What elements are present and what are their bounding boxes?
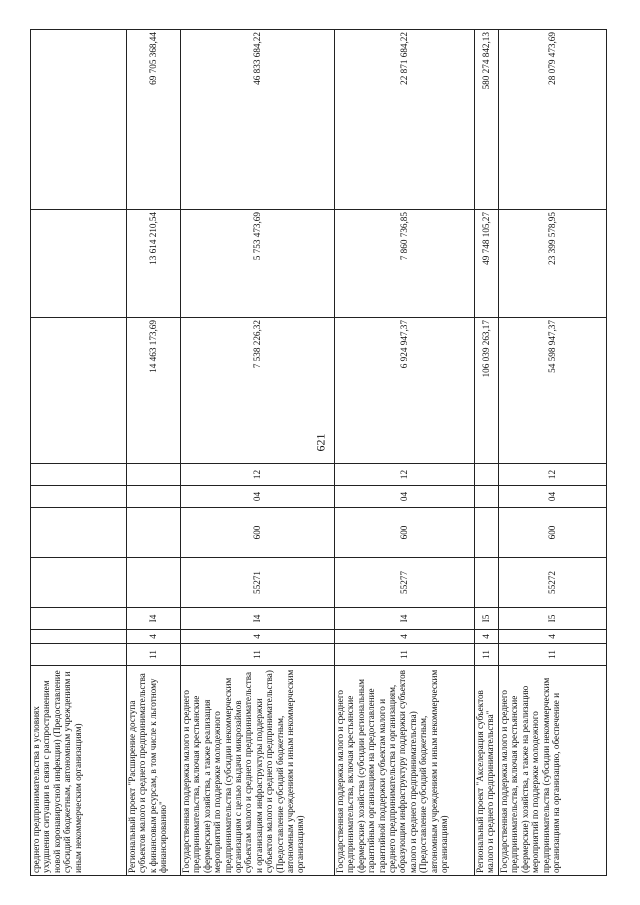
cell-c4: 55277: [335, 558, 475, 608]
cell-c2: 4: [181, 630, 335, 644]
cell-name: Государственная поддержка малого и среднего предпринимательства, включая крестьянские (фермерские) хозяйства, а также на реализацию мероприятий по поддержке молодежного предпринимательства (субсидии некоммерческим организациям на организацию, обеспечение и: [499, 666, 607, 876]
cell-c6: [475, 486, 499, 508]
cell-v3: 46 833 684,22: [181, 30, 335, 210]
cell-v2: [31, 210, 127, 318]
cell-c5: [127, 508, 181, 558]
cell-c5: 600: [335, 508, 475, 558]
cell-c3: I5: [475, 608, 499, 630]
table-row: [127, 30, 181, 876]
cell-c2: 4: [475, 630, 499, 644]
table-row: [499, 30, 607, 876]
cell-c2: 4: [127, 630, 181, 644]
cell-c7: 12: [181, 464, 335, 486]
cell-c6: [31, 486, 127, 508]
cell-v2: 13 614 210,54: [127, 210, 181, 318]
table-row: [475, 30, 499, 876]
cell-c7: [475, 464, 499, 486]
cell-c4: [31, 558, 127, 608]
cell-c1: 11: [181, 644, 335, 666]
cell-name: Государственная поддержка малого и среднего предпринимательства, включая крестьянские (фермерские) хозяйства (субсидии региональным гарантийным организациям на предоставление гарантийной поддержки субъектам малого и среднего предпринимательства и организациям, образующим инфраструктуру поддержки субъектов малого и среднего предпринимательства) (Предоставление субсидий бюджетным, автономным учреждениям и иным некоммерческим организациям): [335, 666, 475, 876]
cell-c4: 55272: [499, 558, 607, 608]
cell-v1: 14 463 173,69: [127, 318, 181, 464]
budget-table-rotated: [30, 30, 560, 876]
cell-v2: 7 860 736,85: [335, 210, 475, 318]
cell-c1: [31, 644, 127, 666]
cell-c5: [475, 508, 499, 558]
cell-c1: 11: [499, 644, 607, 666]
cell-name: Государственная поддержка малого и среднего предпринимательства, включая крестьянские (фермерские) хозяйства, а также реализация мероприятий по поддержке молодежного предпринимательства (субсидии некоммерческим организациям с целью выдачи микрозаймов субъектам малого и среднего предпринимательства и организациям инфраструктуры поддержки субъектов малого и среднего предпринимательства) (Предоставление субсидий бюджетным, автономным учреждениям и иным некоммерческим организациям): [181, 666, 335, 876]
cell-c6: 04: [181, 486, 335, 508]
cell-v1: 106 039 263,17: [475, 318, 499, 464]
cell-v3: [31, 30, 127, 210]
cell-v1: 54 598 947,37: [499, 318, 607, 464]
cell-c2: 4: [499, 630, 607, 644]
cell-c1: 11: [475, 644, 499, 666]
cell-v2: 23 399 578,95: [499, 210, 607, 318]
cell-c3: I4: [181, 608, 335, 630]
cell-v3: 69 705 368,44: [127, 30, 181, 210]
cell-c3: I4: [127, 608, 181, 630]
cell-v2: 49 748 105,27: [475, 210, 499, 318]
cell-c3: I5: [499, 608, 607, 630]
cell-c7: 12: [499, 464, 607, 486]
cell-v3: 28 079 473,69: [499, 30, 607, 210]
cell-c5: [31, 508, 127, 558]
cell-c6: 04: [499, 486, 607, 508]
cell-c7: 12: [335, 464, 475, 486]
budget-table-frame: [30, 30, 560, 876]
cell-c3: I4: [335, 608, 475, 630]
table-row: [335, 30, 475, 876]
cell-c7: [127, 464, 181, 486]
cell-v1: 7 538 226,32: [181, 318, 335, 464]
cell-c1: 11: [335, 644, 475, 666]
cell-v1: [31, 318, 127, 464]
cell-c4: 55271: [181, 558, 335, 608]
cell-name: среднего предпринимательства в условиях ухудшения ситуации в связи с распространением новой коронавирусной инфекции) (Предоставление субсидий бюджетным, автономным учреждениям и иным некоммерческим организациям): [31, 666, 127, 876]
cell-v1: 6 924 947,37: [335, 318, 475, 464]
cell-c6: 04: [335, 486, 475, 508]
cell-c7: [31, 464, 127, 486]
cell-name: Региональный проект "Акселерация субъектов малого и среднего предпринимательства": [475, 666, 499, 876]
table-row: [181, 30, 335, 876]
table-body: [31, 30, 607, 876]
cell-c5: 600: [499, 508, 607, 558]
cell-c5: 600: [181, 508, 335, 558]
cell-c1: 11: [127, 644, 181, 666]
cell-c6: [127, 486, 181, 508]
cell-c4: [127, 558, 181, 608]
cell-c3: [31, 608, 127, 630]
cell-c2: 4: [335, 630, 475, 644]
cell-name: Региональный проект "Расширение доступа субъектов малого и среднего предпринимательства к финансовым ресурсам, в том числе к льготному финансированию": [127, 666, 181, 876]
cell-v3: 22 871 684,22: [335, 30, 475, 210]
cell-c2: [31, 630, 127, 644]
budget-table: [30, 29, 607, 876]
cell-c4: [475, 558, 499, 608]
table-row: [31, 30, 127, 876]
cell-v2: 5 753 473,69: [181, 210, 335, 318]
page-number: 621: [313, 433, 328, 452]
cell-v3: 580 274 842,13: [475, 30, 499, 210]
